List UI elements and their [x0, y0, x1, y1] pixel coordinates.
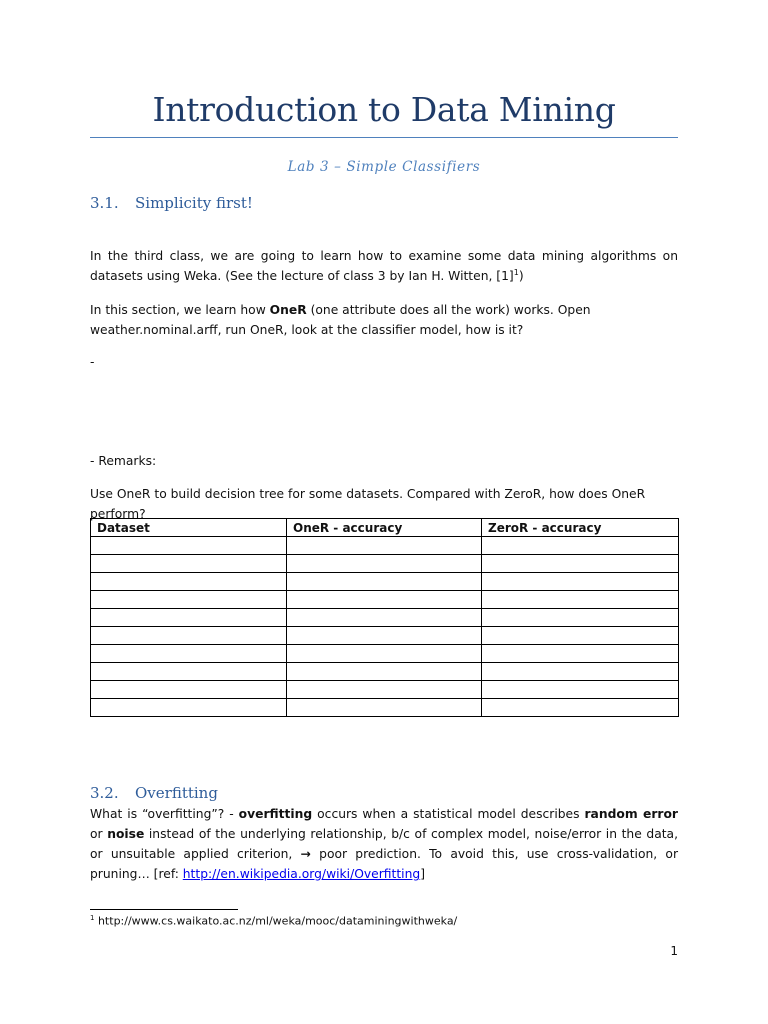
paragraph-intro	[90, 246, 678, 286]
overfit-text: poor prediction. To avoid this, use cross-validation, or pruning… [ref:	[90, 847, 678, 881]
table-cell[interactable]	[91, 591, 287, 609]
overfit-text: ]	[420, 867, 426, 881]
table-cell[interactable]	[482, 555, 679, 573]
table-cell[interactable]	[91, 663, 287, 681]
table-cell[interactable]	[287, 681, 482, 699]
table-row	[91, 699, 679, 717]
table-body	[91, 537, 679, 717]
table-row	[91, 609, 679, 627]
intro-end: )	[518, 269, 524, 283]
arrow-right-icon: →	[300, 847, 311, 861]
table-row	[91, 537, 679, 555]
table-cell[interactable]	[91, 609, 287, 627]
table-row	[91, 645, 679, 663]
section-number: 3.2.	[90, 784, 119, 802]
table-cell[interactable]	[482, 699, 679, 717]
remarks-label: - Remarks:	[90, 454, 157, 468]
intro-text: In the third class, we are going to learn how to examine some data mining algorithms on datasets using Weka. (See the lecture of class 3 by Ian H. Witten, [1]	[90, 249, 678, 283]
random-error-bold: random error	[584, 807, 678, 821]
table-cell[interactable]	[482, 537, 679, 555]
oner-post: (one attribute does all the work) works. Open weather.nominal.arff, run OneR, look at the classifier model, how is it?	[90, 303, 591, 337]
paragraph-overfitting	[90, 804, 678, 884]
oner-bold: OneR	[269, 303, 307, 317]
document-subtitle: Lab 3 – Simple Classifiers	[287, 159, 481, 175]
table-cell[interactable]	[482, 627, 679, 645]
table-cell[interactable]	[91, 699, 287, 717]
table-row	[91, 591, 679, 609]
noise-bold: noise	[107, 827, 145, 841]
table-cell[interactable]	[482, 681, 679, 699]
footnote-number: 1	[90, 914, 95, 922]
table-cell[interactable]	[287, 591, 482, 609]
overfit-text: or	[90, 827, 108, 841]
overfit-text: occurs when a statistical model describes	[312, 807, 585, 821]
table-cell[interactable]	[287, 537, 482, 555]
accuracy-table	[90, 518, 679, 717]
table-row	[91, 663, 679, 681]
footnote-ref[interactable]: 1	[513, 267, 519, 277]
footnote	[90, 914, 457, 928]
header-zeror-accuracy: ZeroR - accuracy	[482, 519, 679, 537]
table-row	[91, 573, 679, 591]
document-title: Introduction to Data Mining	[152, 90, 616, 129]
overfit-text: What is “overfitting”? -	[90, 807, 239, 821]
table-cell[interactable]	[91, 573, 287, 591]
table-cell[interactable]	[287, 699, 482, 717]
wikipedia-link[interactable]: http://en.wikipedia.org/wiki/Overfitting	[182, 867, 421, 881]
page-number: 1	[670, 944, 678, 958]
table-cell[interactable]	[91, 645, 287, 663]
table-cell[interactable]	[482, 591, 679, 609]
table-row	[91, 627, 679, 645]
title-divider	[90, 137, 678, 138]
oner-pre: In this section, we learn how	[90, 303, 270, 317]
footnote-divider	[90, 909, 238, 910]
table-row	[91, 555, 679, 573]
header-dataset: Dataset	[91, 519, 287, 537]
header-oner-accuracy: OneR - accuracy	[287, 519, 482, 537]
section-title: Simplicity first!	[135, 194, 253, 212]
section-heading-overfitting	[90, 784, 218, 802]
paragraph-compare: Use OneR to build decision tree for some datasets. Compared with ZeroR, how does OneR perform?	[90, 487, 646, 521]
table-cell[interactable]	[287, 645, 482, 663]
paragraph-oner	[90, 300, 678, 340]
table-cell[interactable]	[287, 663, 482, 681]
table-cell[interactable]	[482, 663, 679, 681]
table-cell[interactable]	[482, 573, 679, 591]
section-title: Overfitting	[135, 784, 218, 802]
overfit-bold: overfitting	[238, 807, 313, 821]
table-cell[interactable]	[287, 609, 482, 627]
table-cell[interactable]	[482, 645, 679, 663]
table-cell[interactable]	[287, 555, 482, 573]
table-cell[interactable]	[287, 573, 482, 591]
answer-dash: -	[90, 355, 95, 369]
table-cell[interactable]	[91, 555, 287, 573]
table-header-row	[91, 519, 679, 537]
section-heading-simplicity	[90, 194, 253, 212]
table-row	[91, 681, 679, 699]
overfit-text: instead of the underlying relationship, b/c of complex model, noise/error in the data, or unsuitable applied criterion,	[90, 827, 679, 861]
table-cell[interactable]	[91, 537, 287, 555]
footnote-text: http://www.cs.waikato.ac.nz/ml/weka/mooc/dataminingwithweka/	[94, 914, 458, 928]
section-number: 3.1.	[90, 194, 119, 212]
table-cell[interactable]	[287, 627, 482, 645]
table-cell[interactable]	[482, 609, 679, 627]
table-cell[interactable]	[91, 681, 287, 699]
table-cell[interactable]	[91, 627, 287, 645]
